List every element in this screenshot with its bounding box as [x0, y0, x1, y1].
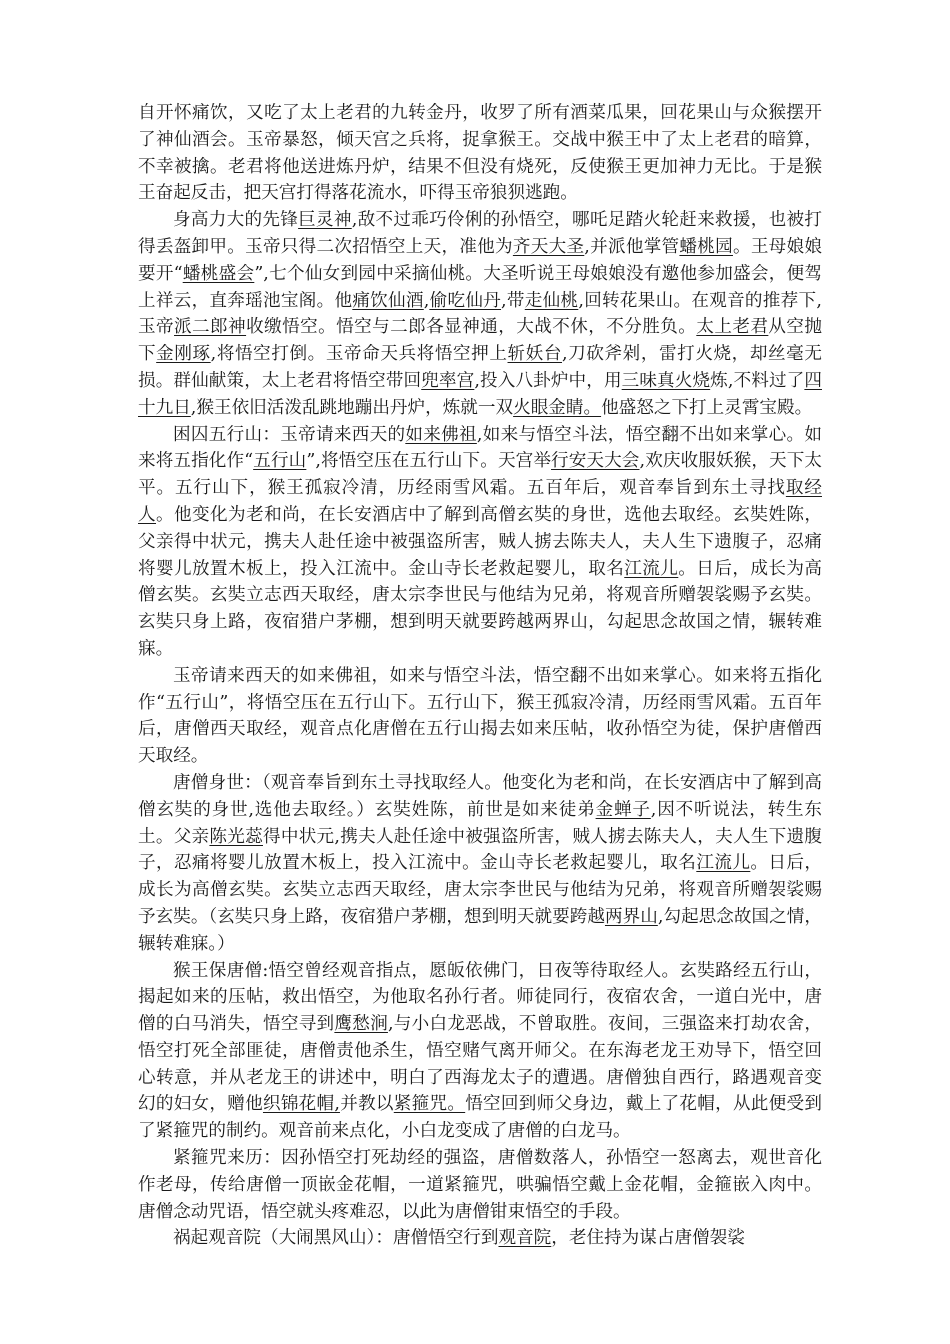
underlined-term: 江流儿 [624, 558, 679, 579]
underlined-term: 派二郎神 [174, 317, 247, 338]
underlined-term: 行安天大会 [551, 451, 640, 472]
underlined-term: 火眼金睛。 [513, 397, 602, 418]
paragraph-3 [138, 422, 822, 663]
underlined-term: 三味真火烧 [621, 370, 711, 391]
text-run: ,猴王依旧活泼乱跳地蹦出丹炉，炼就一双 [190, 397, 514, 418]
text-run: ,并派他掌管 [584, 236, 680, 257]
text-run: ,欢庆收服妖猴，天下太平。五行山下，猴王孤寂冷清，历经雨雪风霜。五百年后，观音奉旨到东土寻找 [138, 451, 823, 499]
text-run: 收缴悟空。悟空与二郎各显神通，大战不休，不分胜负。 [246, 317, 697, 338]
underlined-term: 鹰愁涧 [334, 1014, 388, 1035]
underlined-term: 金蝉子 [595, 799, 651, 820]
text-run: ”,七个仙女到园中采摘仙桃。大圣听说王母娘娘没有邀他参加盛会，便驾上祥云，直奔瑶池宝阁。他 [138, 263, 822, 311]
underlined-term: 取经人 [138, 478, 822, 525]
paragraph-2 [138, 207, 822, 421]
text-run: 从空抛下 [138, 317, 822, 365]
text-run: 。王母娘娘要开“ [138, 236, 822, 284]
text-run: ,如来与悟空斗法，悟空翻不出如来掌心。如来将五指化作“ [138, 424, 822, 472]
text-run: 玉帝请来西天的如来佛祖，如来与悟空斗法，悟空翻不出如来掌心。如来将五指化作“五行山”，将悟空压在五行山下。五行山下，猴王孤寂冷清，历经雨雪风霜。五百年后，唐僧西天取经，观音点化唐僧在五行山揭去如来压帖，收孙悟空为徒，保护唐僧西天取经。 [138, 665, 822, 767]
text-run: ,敌不过乖巧伶俐的孙悟空，哪吒足踏火轮赶来救援，也被打得丢盔卸甲。玉帝只得二次招悟空上天，准他为 [138, 210, 822, 257]
underlined-term: 兜率宫 [421, 370, 475, 391]
text-run: 祸起观音院（大闹黑风山）：唐僧悟空行到 [173, 1228, 499, 1249]
text-run: 身高力大的先锋 [173, 210, 299, 231]
text-run: 炼,不料过了 [710, 370, 805, 391]
underlined-term: 蟠桃园 [679, 236, 733, 257]
text-run: ,带 [501, 290, 525, 311]
underlined-term: 观音院 [498, 1228, 552, 1249]
paragraph-6 [138, 958, 822, 1146]
text-run: ,投入八卦炉中，用 [474, 370, 622, 391]
text-run: , [423, 290, 430, 311]
underlined-term: 齐天大圣 [512, 236, 585, 257]
underlined-term: 织锦花帽, [262, 1094, 340, 1115]
underlined-term: 陈光蕊 [209, 826, 263, 847]
paragraph-7 [138, 1145, 822, 1225]
text-run: 困囚五行山：玉帝请来西天的 [173, 424, 406, 445]
underlined-term: 斩妖台 [507, 344, 563, 365]
text-run: 悟空回到师父身边，戴上了花帽，从此便受到了紧箍咒的制约。观音前来点化，小白龙变成了唐僧的白龙马。 [138, 1094, 822, 1142]
text-run: 。日后，成长为高僧玄奘。玄奘立志西天取经，唐太宗李世民与他结为兄弟，将观音所赠袈裟赐予玄奘。（玄奘只身上路，夜宿猎户茅棚，想到明天就要跨越 [138, 853, 822, 927]
underlined-term: 巨灵神 [298, 210, 352, 231]
text-run: 。他变化为老和尚，在长安酒店中了解到高僧玄奘的身世，选他去取经。玄奘姓陈，父亲得中状元，携夫人赴任途中被强盗所害，贼人掳去陈夫人，夫人生下遗腹子，忍痛将婴儿放置木板上，投入江流中。金山寺长老救起婴儿，取名 [138, 504, 822, 579]
text-run: 紧箍咒来历：因孙悟空打死劫经的强盗，唐僧数落人，孙悟空一怒离去，观世音化作老母，传给唐僧一顶嵌金花帽，一道紧箍咒，哄骗悟空戴上金花帽，金箍嵌入肉中。唐僧念动咒语，悟空就头疼难忍，以此为唐僧钳束悟空的手段。 [138, 1148, 822, 1222]
underlined-term: 走仙桃 [524, 290, 579, 311]
underlined-term: 蟠桃盛会 [182, 263, 255, 284]
underlined-term: 江流儿 [696, 853, 751, 874]
underlined-term: 紧箍咒。 [393, 1094, 466, 1115]
underlined-term: 偷吃仙丹 [429, 290, 502, 311]
text-run: 唐僧身世：（观音奉旨到东土寻找取经人。他变化为老和尚，在长安酒店中了解到高僧玄奘的身世,选他去取经。）玄奘姓陈，前世是如来徒弟 [138, 772, 822, 820]
text-run: ,因不听说法，转生东土。父亲 [138, 799, 822, 847]
text-run: ”,将悟空压在五行山下。天宫举 [306, 451, 552, 472]
text-run: 自开怀痛饮，又吃了太上老君的九转金丹，收罗了所有酒菜瓜果，回花果山与众猴摆开了神仙酒会。玉帝暴怒，倾天宫之兵将，捉拿猴王。交战中猴王中了太上老君的暗算，不幸被擒。老君将他送进炼丹炉，结果不但没有烧死，反使猴王更加神力无比。于是猴王奋起反击，把天宫打得落花流水，吓得玉帝狼狈逃跑。 [138, 103, 822, 204]
underlined-term: 两界山 [604, 906, 658, 927]
underlined-term: 金刚琢 [156, 344, 211, 365]
paragraph-5 [138, 770, 822, 958]
text-run: 得中状元,携夫人赴任途中被强盗所害，贼人掳去陈夫人，夫人生下遗腹子，忍痛将婴儿放置木板上，投入江流中。金山寺长老救起婴儿，取名 [138, 826, 822, 874]
text-run: 并教以 [339, 1094, 394, 1115]
underlined-term: 四十九日 [138, 370, 822, 418]
paragraph-1 [138, 100, 822, 207]
text-run: ,将悟空打倒。玉帝命天兵将悟空押上 [210, 344, 508, 365]
text-run: 。日后，成长为高僧玄奘。玄奘立志西天取经，唐太宗李世民与他结为兄弟，将观音所赠袈裟赐予玄奘。玄奘只身上路，夜宿猎户茅棚，想到明天就要跨越两界山，勾起思念故国之情，辗转难寐。 [138, 558, 822, 659]
underlined-term: 痛饮仙酒 [352, 290, 424, 311]
text-run: ，老住持为谋占唐僧袈裟 [551, 1228, 745, 1249]
text-run: ,勾起思念故国之情，辗转难寐。） [138, 906, 823, 954]
text-run: ,回转花果山。在观音的推荐下,玉帝 [138, 290, 822, 338]
underlined-term: 太上老君 [696, 317, 769, 338]
paragraph-8 [138, 1225, 822, 1252]
text-run: 他盛怒之下打上灵霄宝殿。 [601, 397, 813, 418]
text-run: ,与小白龙恶战，不曾取胜。夜间，三强盗来打劫农舍，悟空打死全部匪徒，唐僧责他杀生，悟空赌气离开师父。在东海老龙王劝导下，悟空回心转意，并从老龙王的讲述中，明白了西海龙太子的遭遇。唐僧独自西行，路遇观音变幻的妇女，赠他 [138, 1014, 822, 1115]
paragraph-4 [138, 663, 822, 770]
text-run: 猴王保唐僧:悟空曾经观音指点，愿皈依佛门，日夜等待取经人。玄奘路经五行山，揭起如来的压帖，救出悟空，为他取名孙行者。师徒同行，夜宿农舍，一道白光中，唐僧的白马消失，悟空寻到 [138, 960, 822, 1035]
text-run: ,刀砍斧剁，雷打火烧，却丝毫无损。群仙献策，太上老君将悟空带回 [138, 344, 822, 391]
document-body [138, 100, 822, 1252]
underlined-term: 五行山 [253, 451, 307, 472]
underlined-term: 如来佛祖 [405, 424, 477, 445]
